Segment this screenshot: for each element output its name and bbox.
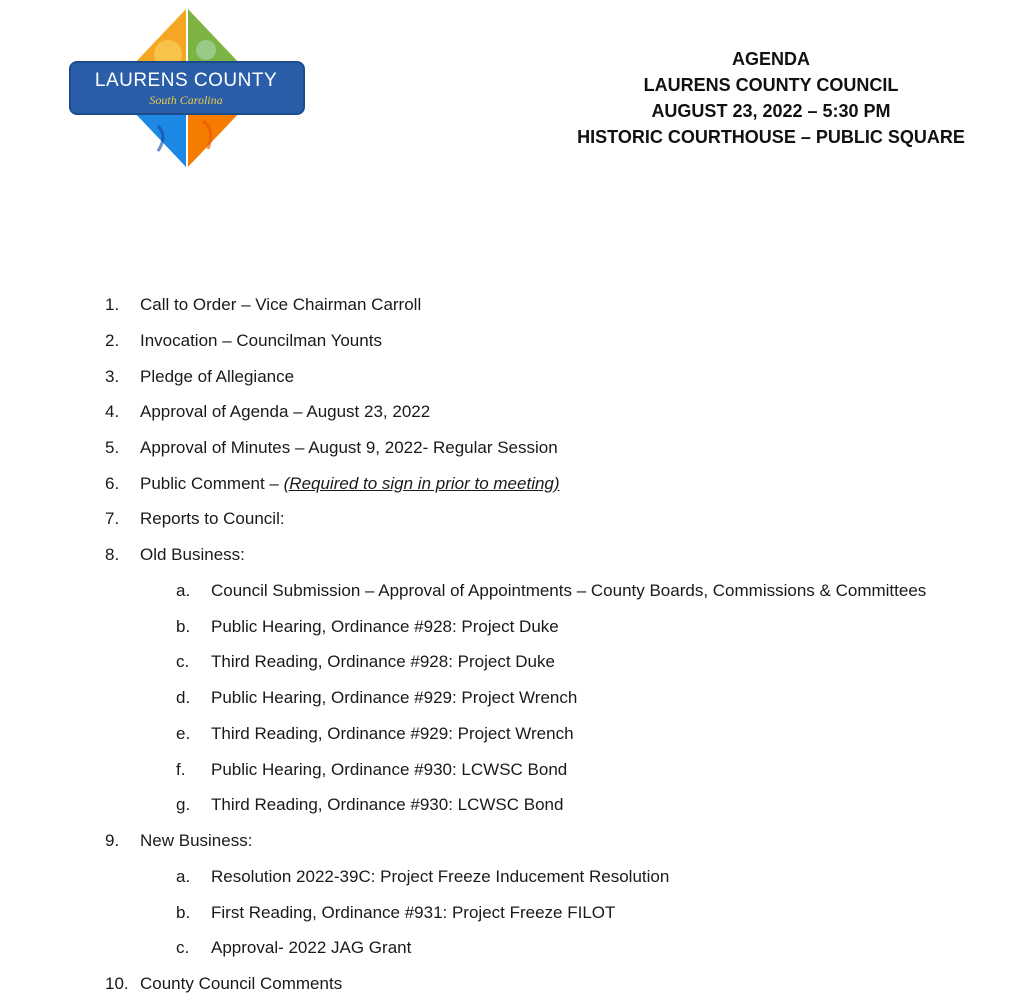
header-location: HISTORIC COURTHOUSE – PUBLIC SQUARE — [577, 127, 965, 147]
sub-item-letter: b. — [176, 617, 191, 636]
item-text: Public Comment – — [140, 474, 284, 493]
sub-item-text: Public Hearing, Ordinance #928: Project Duke — [211, 617, 559, 636]
item-number: 2. — [105, 331, 120, 350]
item-number: 1. — [105, 295, 120, 314]
sub-item-text: Third Reading, Ordinance #928: Project Duke — [211, 652, 555, 671]
item-text: New Business: — [140, 831, 253, 850]
logo-quadrant-bottom-left — [132, 110, 187, 168]
item-text: Approval of Agenda – August 23, 2022 — [140, 402, 431, 421]
sub-item-text: First Reading, Ordinance #931: Project Freeze FILOT — [211, 903, 616, 922]
sub-item-letter: a. — [176, 581, 191, 600]
public-comment-note: (Required to sign in prior to meeting) — [283, 474, 560, 493]
sub-item-letter: d. — [176, 688, 191, 707]
item-number: 4. — [105, 402, 120, 421]
item-text-wrap — [140, 472, 560, 496]
logo-quadrant-bottom-right — [187, 110, 242, 168]
item-text: Pledge of Allegiance — [140, 367, 295, 386]
sub-item-letter: b. — [176, 903, 191, 922]
sub-item-letter: a. — [176, 867, 191, 886]
sub-item-letter: e. — [176, 724, 191, 743]
sub-item-text: Third Reading, Ordinance #929: Project Wrench — [211, 724, 574, 743]
item-number: 3. — [105, 367, 120, 386]
sub-item-text: Resolution 2022-39C: Project Freeze Inducement Resolution — [211, 867, 670, 886]
sub-item-text: Council Submission – Approval of Appointments – County Boards, Commissions & Committees — [211, 581, 927, 600]
sub-item-letter: f. — [176, 760, 186, 779]
item-text: Approval of Minutes – August 9, 2022- Regular Session — [140, 438, 558, 457]
item-text: Call to Order – Vice Chairman Carroll — [140, 295, 422, 314]
item-text: Old Business: — [140, 545, 245, 564]
logo-quadrant-top-right — [187, 8, 242, 66]
logo-title: LAURENS COUNTY — [94, 70, 278, 91]
sub-item-text: Third Reading, Ordinance #930: LCWSC Bond — [211, 795, 564, 814]
header-council: LAURENS COUNTY COUNCIL — [643, 75, 899, 95]
header-datetime: AUGUST 23, 2022 – 5:30 PM — [651, 101, 891, 121]
header-title: AGENDA — [731, 49, 810, 69]
item-number: 5. — [105, 438, 120, 457]
sub-item-text: Approval- 2022 JAG Grant — [211, 938, 412, 957]
item-number: 8. — [105, 545, 120, 564]
logo-subtitle: South Carolina — [149, 93, 223, 107]
sub-item-letter: g. — [176, 795, 191, 814]
item-number: 10. — [105, 974, 129, 993]
county-logo — [68, 6, 306, 170]
item-text: County Council Comments — [140, 974, 343, 993]
sub-item-letter: c. — [176, 938, 190, 957]
item-number: 7. — [105, 509, 120, 528]
sub-item-text: Public Hearing, Ordinance #930: LCWSC Bond — [211, 760, 568, 779]
item-text: Reports to Council: — [140, 509, 285, 528]
agenda-header — [560, 46, 982, 150]
sub-item-text: Public Hearing, Ordinance #929: Project Wrench — [211, 688, 578, 707]
sub-item-letter: c. — [176, 652, 190, 671]
item-number: 9. — [105, 831, 120, 850]
item-number: 6. — [105, 474, 120, 493]
item-text: Invocation – Councilman Younts — [140, 331, 382, 350]
